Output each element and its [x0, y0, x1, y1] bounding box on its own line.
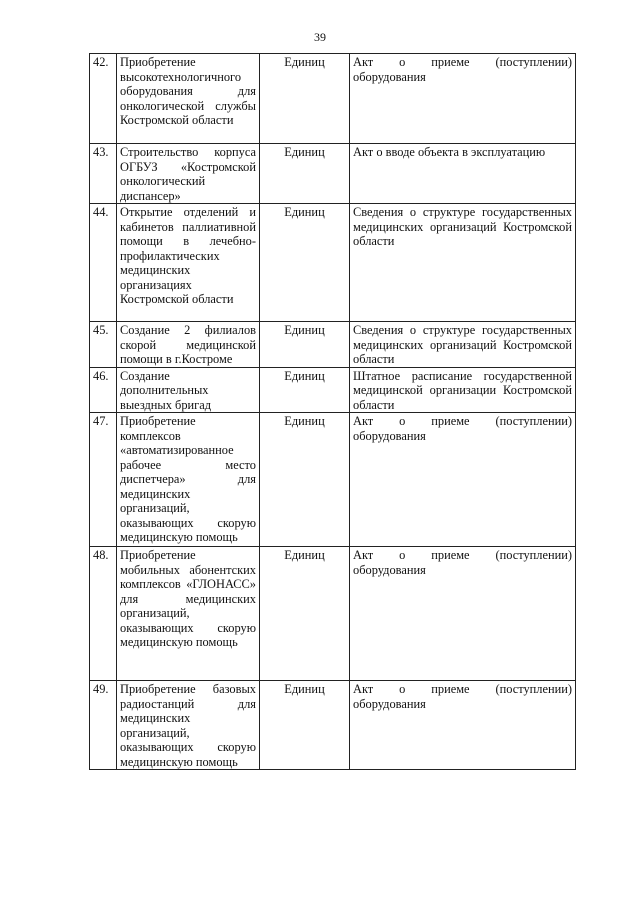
source-document: Акт о приеме (поступлении) оборудования	[350, 413, 576, 547]
table-row	[90, 322, 576, 368]
measure-name: Строительство корпуса ОГБУЗ «Костромской онкологический диспансер»	[117, 144, 260, 204]
table-row	[90, 54, 576, 144]
indicators-table	[89, 53, 576, 770]
row-number: 48.	[90, 547, 117, 681]
table-row	[90, 144, 576, 204]
row-number: 44.	[90, 204, 117, 322]
measure-name: Приобретение мобильных абонентских комплексов «ГЛОНАСС» для медицинских организаций, оказывающих скорую медицинскую помощь	[117, 547, 260, 681]
source-document: Акт о вводе объекта в эксплуатацию	[350, 144, 576, 204]
measure-name: Создание 2 филиалов скорой медицинской помощи в г.Костроме	[117, 322, 260, 368]
source-document: Сведения о структуре государственных медицинских организаций Костромской области	[350, 322, 576, 368]
source-document: Акт о приеме (поступлении) оборудования	[350, 54, 576, 144]
unit-of-measure: Единиц	[260, 204, 350, 322]
measure-name: Создание дополнительных выездных бригад	[117, 367, 260, 413]
source-document: Сведения о структуре государственных медицинских организаций Костромской области	[350, 204, 576, 322]
table-row	[90, 413, 576, 547]
table-row	[90, 681, 576, 770]
measure-name: Приобретение базовых радиостанций для медицинских организаций, оказывающих скорую медицинскую помощь	[117, 681, 260, 770]
measure-name: Приобретение комплексов «автоматизированное рабочее место диспетчера» для медицинских организаций, оказывающих скорую медицинскую помощь	[117, 413, 260, 547]
unit-of-measure: Единиц	[260, 322, 350, 368]
unit-of-measure: Единиц	[260, 547, 350, 681]
unit-of-measure: Единиц	[260, 144, 350, 204]
table-row	[90, 547, 576, 681]
source-document: Акт о приеме (поступлении) оборудования	[350, 547, 576, 681]
row-number: 42.	[90, 54, 117, 144]
page-number: 39	[314, 30, 326, 44]
measure-name: Открытие отделений и кабинетов паллиативной помощи в лечебно-профилактических медицинских организациях Костромской области	[117, 204, 260, 322]
table-row	[90, 367, 576, 413]
source-document: Штатное расписание государственной медицинской организации Костромской области	[350, 367, 576, 413]
row-number: 49.	[90, 681, 117, 770]
unit-of-measure: Единиц	[260, 413, 350, 547]
row-number: 45.	[90, 322, 117, 368]
row-number: 47.	[90, 413, 117, 547]
measure-name: Приобретение высокотехнологичного оборудования для онкологической службы Костромской области	[117, 54, 260, 144]
unit-of-measure: Единиц	[260, 54, 350, 144]
table-row	[90, 204, 576, 322]
unit-of-measure: Единиц	[260, 681, 350, 770]
row-number: 46.	[90, 367, 117, 413]
source-document: Акт о приеме (поступлении) оборудования	[350, 681, 576, 770]
row-number: 43.	[90, 144, 117, 204]
unit-of-measure: Единиц	[260, 367, 350, 413]
